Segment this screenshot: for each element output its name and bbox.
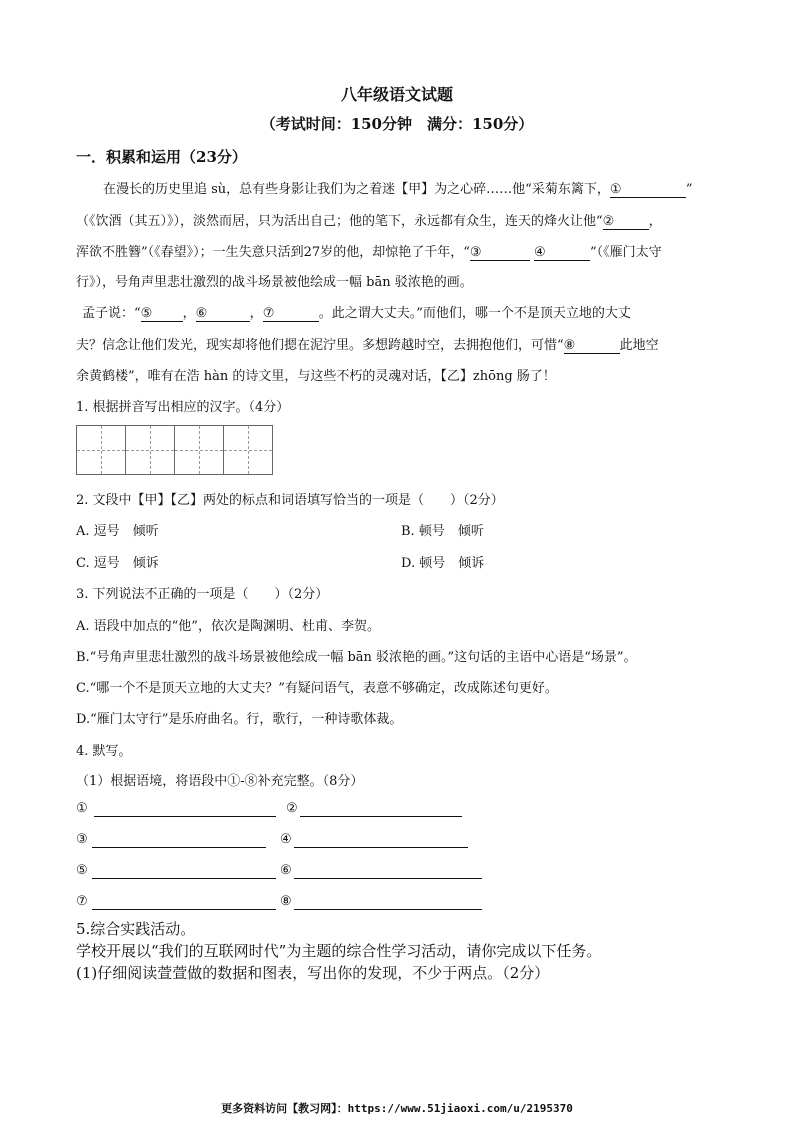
q3-option-a[interactable]: A. 语段中加点的“他”，依次是陶渊明、杜甫、李贺。 xyxy=(76,619,380,634)
answer-line-3[interactable] xyxy=(92,847,266,848)
blank-label-3: ③ xyxy=(76,832,88,847)
answer-cell[interactable] xyxy=(76,425,126,475)
answer-line-7[interactable] xyxy=(92,909,276,910)
q2-option-b[interactable]: B. 顿号 倾听 xyxy=(401,524,484,539)
passage-line-4: 行》），号角声里悲壮激烈的战斗场景被他绘成一幅 bān 驳浓艳的画。 xyxy=(76,275,473,290)
blank-label-2: ② xyxy=(286,801,298,816)
q2-option-d[interactable]: D. 顿号 倾诉 xyxy=(401,556,485,571)
answer-line-5[interactable] xyxy=(92,878,276,879)
question-5-1: (1)仔细阅读萱萱做的数据和图表，写出你的发现，不少于两点。（2分） xyxy=(76,964,550,982)
question-5-intro: 学校开展以“我们的互联网时代”为主题的综合性学习活动，请你完成以下任务。 xyxy=(76,942,602,960)
question-5: 5.综合实践活动。 xyxy=(76,920,196,938)
q3-option-b[interactable]: B.“号角声里悲壮激烈的战斗场景被他绘成一幅 bān 驳浓艳的画。”这句话的主语中心语是“场景”。 xyxy=(76,650,637,665)
blank-label-7: ⑦ xyxy=(76,894,88,909)
answer-cell[interactable] xyxy=(174,425,224,475)
passage-line-7: 余黄鹤楼”，唯有在浩 hàn 的诗文里，与这些不朽的灵魂对话，【乙】zhōng 肠了！ xyxy=(76,369,556,384)
blank-label-4: ④ xyxy=(280,832,292,847)
question-3: 3. 下列说法不正确的一项是（ ）（2分） xyxy=(76,587,329,602)
q3-option-d[interactable]: D.“雁门太守行”是乐府曲名。行，歌行，一种诗歌体裁。 xyxy=(76,712,403,727)
answer-grid[interactable] xyxy=(76,425,273,475)
question-4: 4. 默写。 xyxy=(76,744,132,759)
passage-line-3: 浑欲不胜簪”（《春望》）；一生失意只活到27岁的他，却惊艳了千年，“③ ④ ”（《雁门太守 xyxy=(76,245,662,260)
footer-link[interactable]: 更多资料访问【教习网】：https://www.51jiaoxi.com/u/2195370 xyxy=(221,1102,573,1115)
question-2: 2. 文段中【甲】【乙】两处的标点和词语填写恰当的一项是（ ）（2分） xyxy=(76,493,504,508)
answer-cell[interactable] xyxy=(223,425,273,475)
q3-option-c[interactable]: C.“哪一个不是顶天立地的大丈夫？”有疑问语气，表意不够确定，改成陈述句更好。 xyxy=(76,681,558,696)
section-heading: 一．积累和运用（23分） xyxy=(76,148,247,166)
exam-info: （考试时间：150分钟 满分：150分） xyxy=(260,115,534,133)
page-title: 八年级语文试题 xyxy=(340,85,453,104)
answer-line-6[interactable] xyxy=(294,878,482,879)
passage-line-6: 夫？信念让他们发光，现实却将他们摁在泥泞里。多想跨越时空，去拥抱他们，可惜“⑧ 此地空 xyxy=(76,338,659,353)
answer-line-1[interactable] xyxy=(94,816,276,817)
question-1: 1. 根据拼音写出相应的汉字。（4分） xyxy=(76,400,290,415)
q2-option-a[interactable]: A. 逗号 倾听 xyxy=(76,524,159,539)
blank-label-6: ⑥ xyxy=(280,863,292,878)
answer-line-8[interactable] xyxy=(294,909,482,910)
passage-line-5: 孟子说：“⑤ ，⑥ ，⑦ 。此之谓大丈夫。”而他们，哪一个不是顶天立地的大丈 xyxy=(82,306,631,321)
q2-option-c[interactable]: C. 逗号 倾诉 xyxy=(76,556,159,571)
question-4-1: （1）根据语境，将语段中①-⑧补充完整。（8分） xyxy=(76,774,364,789)
blank-label-5: ⑤ xyxy=(76,863,88,878)
answer-line-4[interactable] xyxy=(294,847,468,848)
blank-label-8: ⑧ xyxy=(280,894,292,909)
blank-label-1: ① xyxy=(76,801,88,816)
answer-line-2[interactable] xyxy=(300,816,462,817)
passage-line-1: 在漫长的历史里追 sù，总有些身影让我们为之着迷【甲】为之心碎……他“采菊东篱下，① ” xyxy=(103,182,693,197)
answer-cell[interactable] xyxy=(125,425,175,475)
passage-line-2: （《饮酒（其五）》），淡然而居，只为活出自己；他的笔下，永远都有众生，连天的烽火让他“② ， xyxy=(76,214,662,229)
